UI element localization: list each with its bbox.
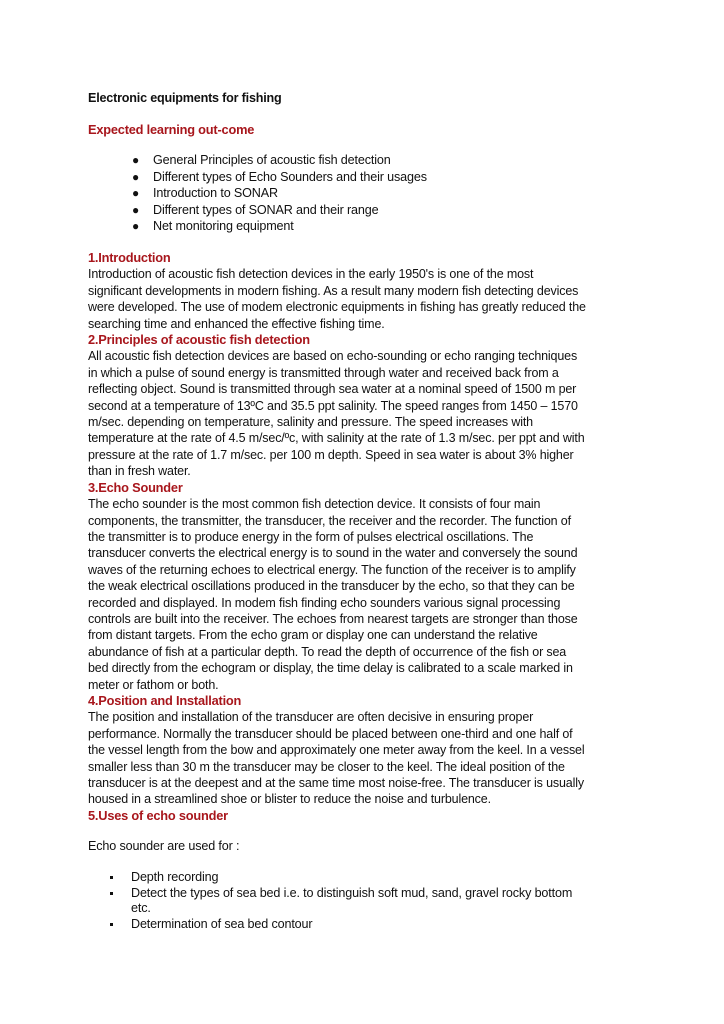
section-paragraph	[88, 496, 658, 693]
text-line: than in fresh water.	[88, 464, 191, 479]
list-item: ● Different types of Echo Sounders and their usages	[132, 169, 427, 184]
text-line: significant developments in modern fishing. As a result many modern fish detecting devices	[88, 283, 579, 298]
text-line: Introduction of acoustic fish detection devices in the early 1950's is one of the most	[88, 267, 534, 282]
text-line: components, the transmitter, the transducer, the receiver and the recorder. The function of	[88, 513, 571, 528]
text-line: m/sec. depending on temperature, salinity and pressure. The speed increases with	[88, 415, 533, 430]
list-item: ● General Principles of acoustic fish detection	[132, 153, 391, 167]
section-4	[88, 693, 658, 808]
text-line: second at a temperature of 13ºC and 35.5 ppt salinity. The speed ranges from 1450 – 1570	[88, 398, 578, 413]
learning-outcome-list	[88, 152, 427, 235]
text-line: bed directly from the echogram or display, the time delay is calibrated to a scale marked in	[88, 661, 573, 676]
section-heading: 4.Position and Installation	[88, 692, 242, 708]
text-line: the vessel length from the bow and approximately one meter away from the keel. In a vessel	[88, 743, 585, 758]
document-title: Electronic equipments for fishing	[88, 91, 282, 105]
text-line: smaller less than 30 m the transducer may be closer to the keel. The ideal position of the	[88, 759, 565, 774]
bullet-icon: ●	[132, 169, 140, 184]
text-line: The position and installation of the transducer are often decisive in ensuring proper	[88, 710, 534, 725]
section-heading: 3.Echo Sounder	[88, 479, 183, 495]
section-paragraph	[88, 348, 658, 479]
square-bullet-icon	[110, 892, 113, 895]
list-item: ● Introduction to SONAR	[132, 186, 278, 201]
bullet-icon: ●	[132, 219, 140, 234]
section-2	[88, 332, 658, 480]
square-bullet-icon	[110, 876, 113, 879]
document-body	[88, 250, 658, 808]
text-line: searching time and enhanced the effective fishing time.	[88, 316, 385, 331]
list-item-text: Determination of sea bed contour	[131, 916, 313, 931]
list-item: ● Different types of SONAR and their range	[132, 202, 379, 217]
list-item-text: Depth recording	[131, 870, 219, 884]
section-heading: 2.Principles of acoustic fish detection	[88, 332, 310, 348]
text-line: the weak electrical oscillations produced in the transducer by the echo, so that they can be	[88, 579, 575, 594]
text-line: from distant targets. From the echo gram or display one can understand the relative	[88, 628, 538, 643]
text-line: the transmitter is to produce energy in the form of pulses electrical oscillations. The	[88, 529, 534, 544]
text-line: performance. Normally the transducer should be placed between one-third and one half of	[88, 726, 573, 741]
bullet-icon: ●	[132, 186, 140, 201]
section-3	[88, 480, 658, 693]
list-item: ● Net monitoring equipment	[132, 219, 294, 234]
list-item-text: Detect the types of sea bed i.e. to distinguish soft mud, sand, gravel rocky bottom	[131, 885, 573, 900]
text-line: in which a pulse of sound energy is transmitted through water and received back from a	[88, 365, 559, 380]
text-line: controls are built into the receiver. The echoes from nearest targets are stronger than those	[88, 611, 578, 626]
text-line: reflecting object. Sound is transmitted through sea water at a nominal speed of 1500 m per	[88, 382, 577, 397]
text-line: All acoustic fish detection devices are based on echo-sounding or echo ranging techniques	[88, 349, 578, 364]
text-line: transducer is at the deepest and at the same time most noise-free. The transducer is usually	[88, 776, 584, 790]
section-1	[88, 250, 658, 332]
section-heading: 1.Introduction	[88, 250, 171, 265]
text-line: abundance of fish at a particular depth. To read the depth of occurrence of the fish or sea	[88, 644, 567, 659]
text-line: The echo sounder is the most common fish detection device. It consists of four main	[88, 497, 541, 512]
text-line: recorded and displayed. In modem fish finding echo sounders various signal processing	[88, 595, 561, 610]
section-paragraph	[88, 709, 658, 807]
uses-intro-text: Echo sounder are used for :	[88, 839, 240, 853]
section-paragraph	[88, 266, 658, 332]
text-line: meter or fathom or both.	[88, 677, 219, 692]
text-line: temperature at the rate of 4.5 m/sec/ºc, with salinity at the rate of 1.3 m/sec. per ppt and with	[88, 431, 585, 446]
bullet-icon: ●	[132, 153, 140, 167]
list-item	[88, 870, 572, 886]
text-line: housed in a streamlined shoe or blister to reduce the noise and turbulence.	[88, 792, 491, 807]
square-bullet-icon	[110, 923, 113, 926]
text-line: were developed. The use of modem electronic equipments in fishing has greatly reduced the	[88, 300, 586, 315]
bullet-icon: ●	[132, 202, 140, 217]
uses-list	[88, 870, 572, 932]
list-item	[88, 886, 572, 917]
text-line: waves of the returning echoes to electrical energy. The function of the receiver is to amplify	[88, 562, 576, 577]
list-item-text: etc.	[131, 901, 151, 915]
text-line: transducer converts the electrical energy is to sound in the water and conversely the sound	[88, 546, 578, 561]
text-line: pressure at the rate of 1.7 m/sec. per 100 m depth. Speed in sea water is about 3% higher	[88, 447, 574, 462]
section-heading-uses: 5.Uses of echo sounder	[88, 808, 228, 823]
list-item	[88, 917, 572, 933]
learning-outcome-heading: Expected learning out-come	[88, 122, 255, 137]
